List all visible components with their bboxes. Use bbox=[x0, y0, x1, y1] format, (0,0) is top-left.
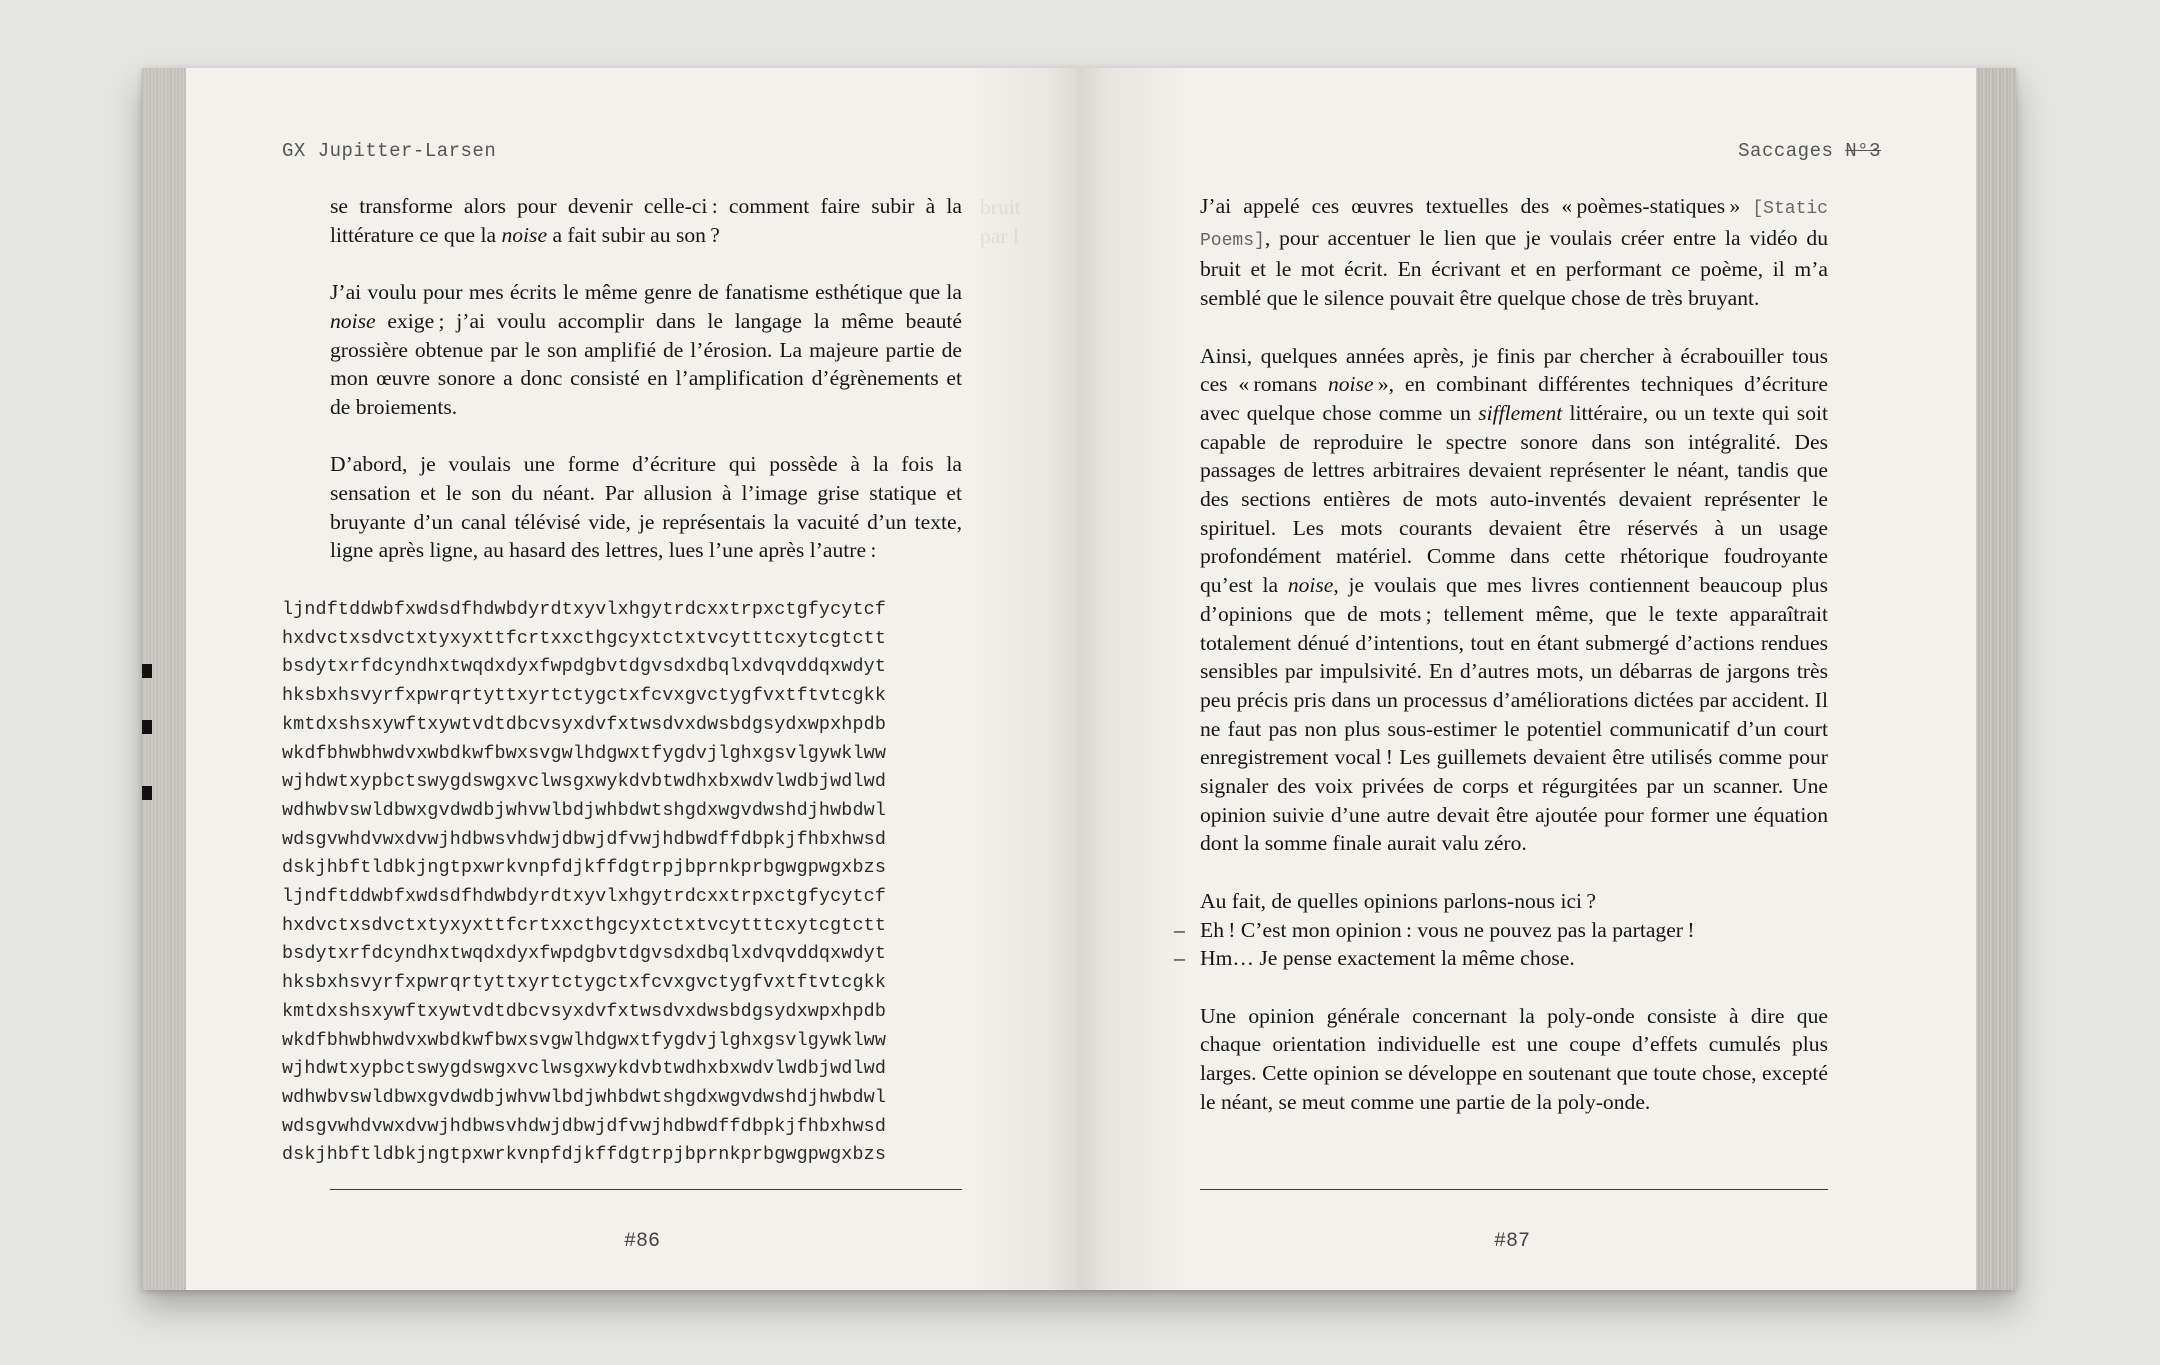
page-number: #87 bbox=[1494, 1230, 1531, 1253]
left-body-text bbox=[330, 192, 962, 565]
noise-line: wdsgvwhdvwxdvwjhdbwsvhdwjdbwjdfvwjhdbwdffdbpkjfhbxhwsd bbox=[282, 1115, 887, 1137]
paragraph: J’ai appelé ces œuvres textuelles des « poèmes-statiques » [Static Poems], pour accentuer le lien que je voulais créer entre la vidéo du bruit et le mot écrit. En écrivant et en performant ce poème, il m’a semblé que le silence pouvait être quelque chose de très bruyant. bbox=[1200, 194, 1828, 311]
noise-line: dskjhbftldbkjngtpxwrkvnpfdjkffdgtrpjbprnkprbgwgpwgxbzs bbox=[282, 1144, 887, 1166]
noise-letter-block bbox=[282, 596, 962, 1170]
question-line: Au fait, de quelles opinions parlons-nous ici ? bbox=[1200, 888, 1596, 913]
page-edge-right bbox=[1976, 68, 2016, 1290]
noise-line: hksbxhsvyrfxpwrqrtyttxyrtctygctxfcvxgvctygfvxtftvtcgkk bbox=[282, 685, 887, 707]
noise-line: wdhwbvswldbwxgvdwdbjwhvwlbdjwhbdwtshgdxwgvdwshdjhwbdwl bbox=[282, 799, 887, 821]
noise-line: hksbxhsvyrfxpwrqrtyttxyrtctygctxfcvxgvctygfvxtftvtcgkk bbox=[282, 972, 887, 994]
noise-line: hxdvctxsdvctxtyxyxttfcrtxxcthgcyxtctxtvcytttcxytcgtctt bbox=[282, 627, 887, 649]
page-tab-marker bbox=[142, 664, 152, 678]
noise-line: bsdytxrfdcyndhxtwqdxdyxfwpdgbvtdgvsdxdbqlxdvqvddqxwdyt bbox=[282, 943, 887, 965]
running-head-author: GX Jupitter-Larsen bbox=[282, 140, 497, 162]
noise-line: kmtdxshsxywftxywtvdtdbcvsyxdvfxtwsdvxdwsbdgsydxwpxhpdb bbox=[282, 1000, 887, 1022]
noise-line: wkdfbhwbhwdvxwbdkwfbwxsvgwlhdgwxtfygdvjlghxgsvlgywklww bbox=[282, 742, 887, 764]
page-number: #86 bbox=[624, 1230, 661, 1253]
paragraph: Ainsi, quelques années après, je finis par chercher à écrabouiller tous ces « romans noise », en combinant différentes techniques d’écriture avec quelque chose comme un sifflement littéraire, ou un texte qui soit capable de reproduire le spectre sonore dans son intégralité. Des passages de lettres arbitraires devaient représenter le néant, tandis que des sections entières de mots auto-inventés devaient représenter le spirituel. Les mots courants devaient être réservés à un usage profondément matériel. Comme dans cette rhétorique foudroyante qu’est la noise, je voulais que mes livres contiennent beaucoup plus d’opinions que de mots ; tellement même, que le texte apparaîtrait totalement dénué d’intentions, tout en étant submergé d’actions rendues sensibles par impulsivité. En d’autres mots, un débarras de jargons très peu précis pris dans un processus d’améliorations dictées par accident. Il ne faut pas non plus sous-estimer le potentiel communicatif d’un court enregistrement vocal ! Les guillemets devaient être utilisés comme pour signaler des voix privées de corps et régurgitées par un scanner. Une opinion suivie d’une autre devait être ajoutée pour former une équation dont la somme finale aurait valu zéro. bbox=[1200, 343, 1828, 856]
issue-number: N°3 bbox=[1845, 140, 1881, 162]
running-head-title: Saccages N°3 bbox=[1738, 140, 1881, 162]
left-page bbox=[142, 68, 1079, 1290]
noise-line: wjhdwtxypbctswygdswgxvclwsgxwykdvbtwdhxbxwdvlwdbjwdlwd bbox=[282, 1058, 887, 1080]
noise-line: ljndftddwbfxwdsdfhdwbdyrdtxyvlxhgytrdcxxtrpxctgfycytcf bbox=[282, 886, 887, 908]
footer-rule bbox=[1200, 1189, 1828, 1190]
right-body-text bbox=[1174, 192, 1828, 1116]
dialogue-line: – Eh ! C’est mon opinion : vous ne pouvez pas la partager ! bbox=[1174, 917, 1695, 942]
show-through-text: bruit par l bbox=[980, 195, 1021, 248]
page-edge-left bbox=[142, 68, 186, 1290]
paragraph: D’abord, je voulais une forme d’écriture qui possède à la fois la sensation et le son du néant. Par allusion à l’image grise statique et bruyante d’un canal télévisé vide, je représentais la vacuité d’un texte, ligne après ligne, au hasard des lettres, lues l’une après l’autre : bbox=[330, 452, 962, 563]
noise-line: wdhwbvswldbwxgvdwdbjwhvwlbdjwhbdwtshgdxwgvdwshdjhwbdwl bbox=[282, 1086, 887, 1108]
page-tab-marker bbox=[142, 720, 152, 734]
noise-line: wdsgvwhdvwxdvwjhdbwsvhdwjdbwjdfvwjhdbwdffdbpkjfhbxhwsd bbox=[282, 828, 887, 850]
footer-rule bbox=[330, 1189, 962, 1190]
noise-line: wjhdwtxypbctswygdswgxvclwsgxwykdvbtwdhxbxwdvlwdbjwdlwd bbox=[282, 771, 887, 793]
page-tab-marker bbox=[142, 786, 152, 800]
paragraph: Une opinion générale concernant la poly-onde consiste à dire que chaque orientation individuelle est une coupe d’effets cumulés plus larges. Cette opinion se développe en soutenant que toute chose, excepté le néant, se meut comme une partie de la poly-onde. bbox=[1200, 1003, 1828, 1114]
paragraph: J’ai voulu pour mes écrits le même genre de fanatisme esthétique que la noise exige ; j’ai voulu accomplir dans le langage la même beauté grossière obtenue par le son amplifié de l’érosion. La majeure partie de mon œuvre sonore a donc consisté en l’amplification d’égrènements et de broiements. bbox=[330, 280, 962, 419]
noise-line: ljndftddwbfxwdsdfhdwbdyrdtxyvlxhgytrdcxxtrpxctgfycytcf bbox=[282, 599, 887, 620]
right-page bbox=[1079, 68, 2016, 1290]
noise-line: wkdfbhwbhwdvxwbdkwfbwxsvgwlhdgwxtfygdvjlghxgsvlgywklww bbox=[282, 1029, 887, 1051]
noise-line: kmtdxshsxywftxywtvdtdbcvsyxdvfxtwsdvxdwsbdgsydxwpxhpdb bbox=[282, 713, 887, 735]
paragraph: se transforme alors pour devenir celle-ci : comment faire subir à la littérature ce que la noise a fait subir au son ? bbox=[330, 194, 962, 247]
open-book bbox=[142, 68, 2016, 1290]
noise-line: hxdvctxsdvctxtyxyxttfcrtxxcthgcyxtctxtvcytttcxytcgtctt bbox=[282, 914, 887, 936]
dialogue-line: – Hm… Je pense exactement la même chose. bbox=[1174, 946, 1575, 971]
noise-line: dskjhbftldbkjngtpxwrkvnpfdjkffdgtrpjbprnkprbgwgpwgxbzs bbox=[282, 857, 887, 879]
noise-line: bsdytxrfdcyndhxtwqdxdyxfwpdgbvtdgvsdxdbqlxdvqvddqxwdyt bbox=[282, 656, 887, 678]
